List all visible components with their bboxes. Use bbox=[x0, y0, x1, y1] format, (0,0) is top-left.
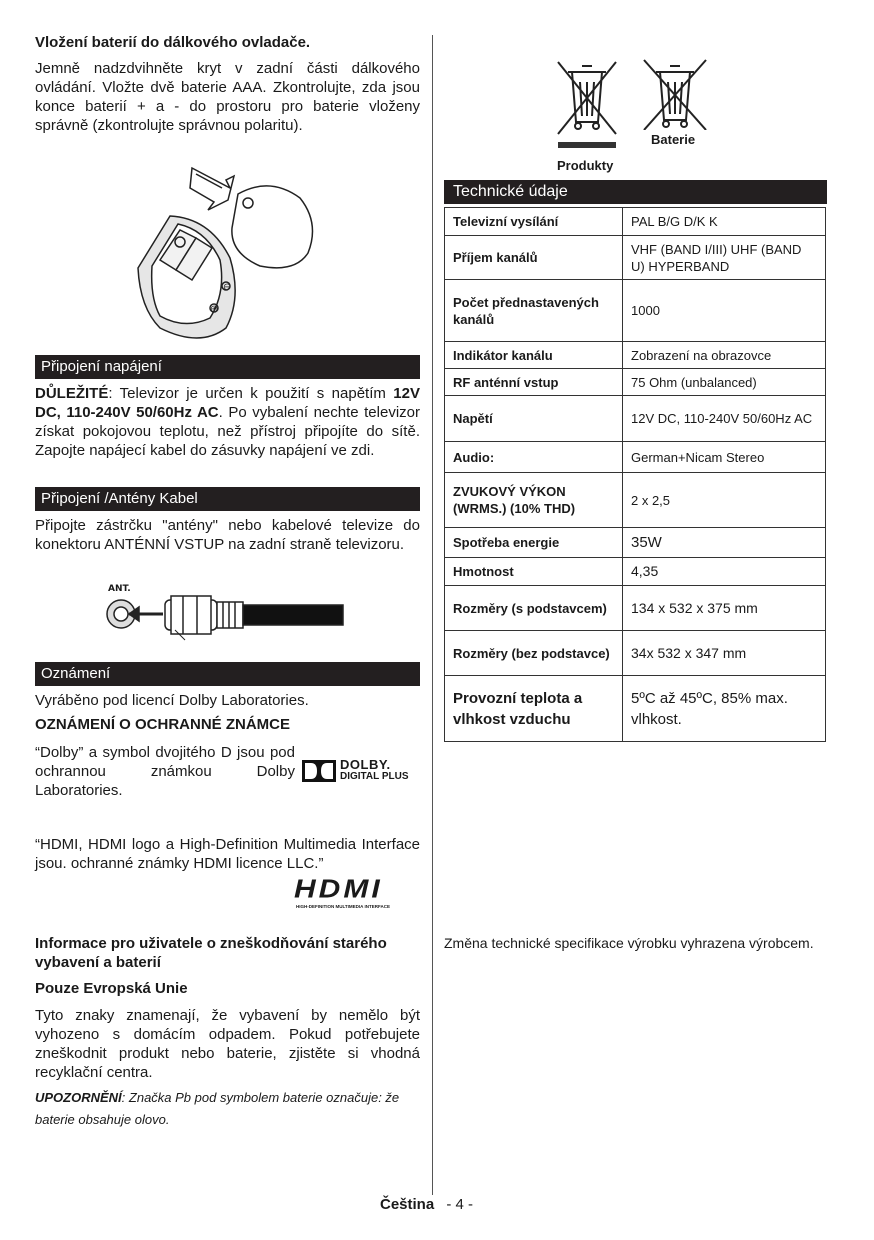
spec-value: VHF (BAND I/III) UHF (BAND U) HYPERBAND bbox=[623, 236, 826, 280]
spec-table bbox=[444, 207, 826, 742]
eu-heading: Pouze Evropská Unie bbox=[35, 980, 188, 997]
column-divider bbox=[432, 35, 433, 1195]
svg-text:⊖: ⊖ bbox=[223, 282, 232, 293]
spec-row bbox=[445, 473, 826, 528]
disposal-heading: Informace pro uživatele o zneškodňování starého vybavení a baterií bbox=[35, 935, 387, 971]
spec-value: PAL B/G D/K K bbox=[623, 208, 826, 236]
spec-value: 2 x 2,5 bbox=[623, 473, 826, 528]
disposal-text: Tyto znaky znamenají, že vybavení by nemělo být vyhozeno s domácím odpadem. Pokud potřebujete zneškodnit produkt nebo baterie, zjistěte si vhodná recyklační centra. bbox=[35, 1007, 420, 1081]
spec-row bbox=[445, 369, 826, 396]
spec-value: 134 x 532 x 375 mm bbox=[623, 586, 826, 631]
svg-text:⊕: ⊕ bbox=[210, 304, 219, 315]
spec-row bbox=[445, 236, 826, 280]
spec-key: Hmotnost bbox=[445, 558, 623, 586]
footer-language: Čeština bbox=[380, 1196, 435, 1213]
dolby-logo-line2: DIGITAL PLUS bbox=[340, 771, 409, 782]
spec-key: Příjem kanálů bbox=[445, 236, 623, 280]
products-label: Produkty bbox=[557, 158, 614, 173]
page-footer bbox=[380, 1196, 473, 1213]
warning-strong: UPOZORNĚNÍ bbox=[35, 1090, 122, 1105]
dolby-logo bbox=[302, 758, 422, 784]
spec-row bbox=[445, 208, 826, 236]
spec-key: Počet přednastavených kanálů bbox=[445, 280, 623, 342]
power-text-2: . Po vybalení nechte televizor získat pokojovou teplotu, než přístroj připojíte do sítě. Zapojte napájecí kabel do zásuvky napájení ve zdi. bbox=[35, 404, 420, 459]
power-important: DŮLEŽITÉ bbox=[35, 385, 109, 402]
spec-key: ZVUKOVÝ VÝKON (WRMS.) (10% THD) bbox=[445, 473, 623, 528]
spec-key: Audio: bbox=[445, 442, 623, 473]
antenna-section-bar: Připojení /Antény Kabel bbox=[35, 487, 420, 511]
spec-row bbox=[445, 280, 826, 342]
spec-value: German+Nicam Stereo bbox=[623, 442, 826, 473]
antenna-text: Připojte zástrčku "antény" nebo kabelové televize do konektoru ANTÉNNÍ VSTUP na zadní straně televizoru. bbox=[35, 517, 420, 553]
spec-value: 12V DC, 110-240V 50/60Hz AC bbox=[623, 396, 826, 442]
remote-battery-illustration bbox=[130, 158, 330, 348]
battery-heading: Vložení baterií do dálkového ovladače. bbox=[35, 34, 311, 51]
crossed-bin-battery-icon bbox=[640, 58, 710, 130]
hdmi-text: “HDMI, HDMI logo a High-Definition Multimedia Interface jsou. ochranné známky HDMI licence LLC.” bbox=[35, 836, 420, 872]
spec-key: Rozměry (bez podstavce) bbox=[445, 631, 623, 676]
crossed-bin-products-icon bbox=[554, 58, 620, 148]
spec-key: RF anténní vstup bbox=[445, 369, 623, 396]
spec-key: Spotřeba energie bbox=[445, 528, 623, 558]
spec-row bbox=[445, 586, 826, 631]
power-text bbox=[35, 384, 420, 460]
footer-page-number: - 4 - bbox=[446, 1196, 474, 1213]
dolby-text: “Dolby” a symbol dvojitého D jsou pod ochrannou známkou Dolby Laboratories. bbox=[35, 744, 295, 799]
spec-value: 35W bbox=[623, 528, 826, 558]
spec-key: Napětí bbox=[445, 396, 623, 442]
spec-row bbox=[445, 558, 826, 586]
spec-value: 5ºC až 45ºC, 85% max. vlhkost. bbox=[623, 676, 826, 742]
spec-value: 4,35 bbox=[623, 558, 826, 586]
dolby-licence: Vyráběno pod licencí Dolby Laboratories. bbox=[35, 692, 309, 709]
notice-section-bar: Oznámení bbox=[35, 662, 420, 686]
spec-row bbox=[445, 631, 826, 676]
antenna-connector-illustration bbox=[105, 592, 350, 642]
warning-text bbox=[35, 1087, 420, 1131]
hdmi-logo-text: HDMI bbox=[294, 875, 383, 904]
spec-value: 1000 bbox=[623, 280, 826, 342]
spec-row bbox=[445, 528, 826, 558]
hdmi-logo bbox=[294, 875, 420, 914]
spec-key: Indikátor kanálu bbox=[445, 342, 623, 369]
dolby-logo-line1: DOLBY. bbox=[340, 757, 391, 772]
power-section-bar: Připojení napájení bbox=[35, 355, 420, 379]
trademark-heading: OZNÁMENÍ O OCHRANNÉ ZNÁMCE bbox=[35, 716, 290, 733]
spec-row bbox=[445, 342, 826, 369]
battery-text: Jemně nadzdvihněte kryt v zadní části dálkového ovládání. Vložte dvě baterie AAA. Zkontrolujte, zda jsou konce baterií + a - do prostoru pro baterie vloženy správně (zkontrolujte správnou polaritu). bbox=[35, 60, 420, 134]
warning-body: : Značka Pb pod symbolem baterie označuje: že baterie obsahuje olovo. bbox=[35, 1090, 400, 1127]
spec-change-note: Změna technické specifikace výrobku vyhrazena výrobcem. bbox=[444, 935, 814, 951]
ant-label: ANT. bbox=[108, 584, 131, 594]
spec-key: Rozměry (s podstavcem) bbox=[445, 586, 623, 631]
spec-value: Zobrazení na obrazovce bbox=[623, 342, 826, 369]
spec-value: 75 Ohm (unbalanced) bbox=[623, 369, 826, 396]
spec-key: Televizní vysílání bbox=[445, 208, 623, 236]
battery-label: Baterie bbox=[651, 132, 696, 147]
hdmi-logo-subtitle: HIGH-DEFINITION MULTIMEDIA INTERFACE bbox=[296, 904, 390, 909]
spec-row bbox=[445, 396, 826, 442]
double-d-icon bbox=[302, 760, 336, 782]
spec-row bbox=[445, 442, 826, 473]
spec-row bbox=[445, 676, 826, 742]
power-voltage: 12V DC, 110-240V 50/60Hz AC bbox=[35, 385, 420, 421]
power-text-1: : Televizor je určen k použití s napětím bbox=[108, 385, 386, 402]
spec-value: 34x 532 x 347 mm bbox=[623, 631, 826, 676]
spec-section-bar: Technické údaje bbox=[444, 180, 827, 204]
spec-key: Provozní teplota a vlhkost vzduchu bbox=[445, 676, 623, 742]
